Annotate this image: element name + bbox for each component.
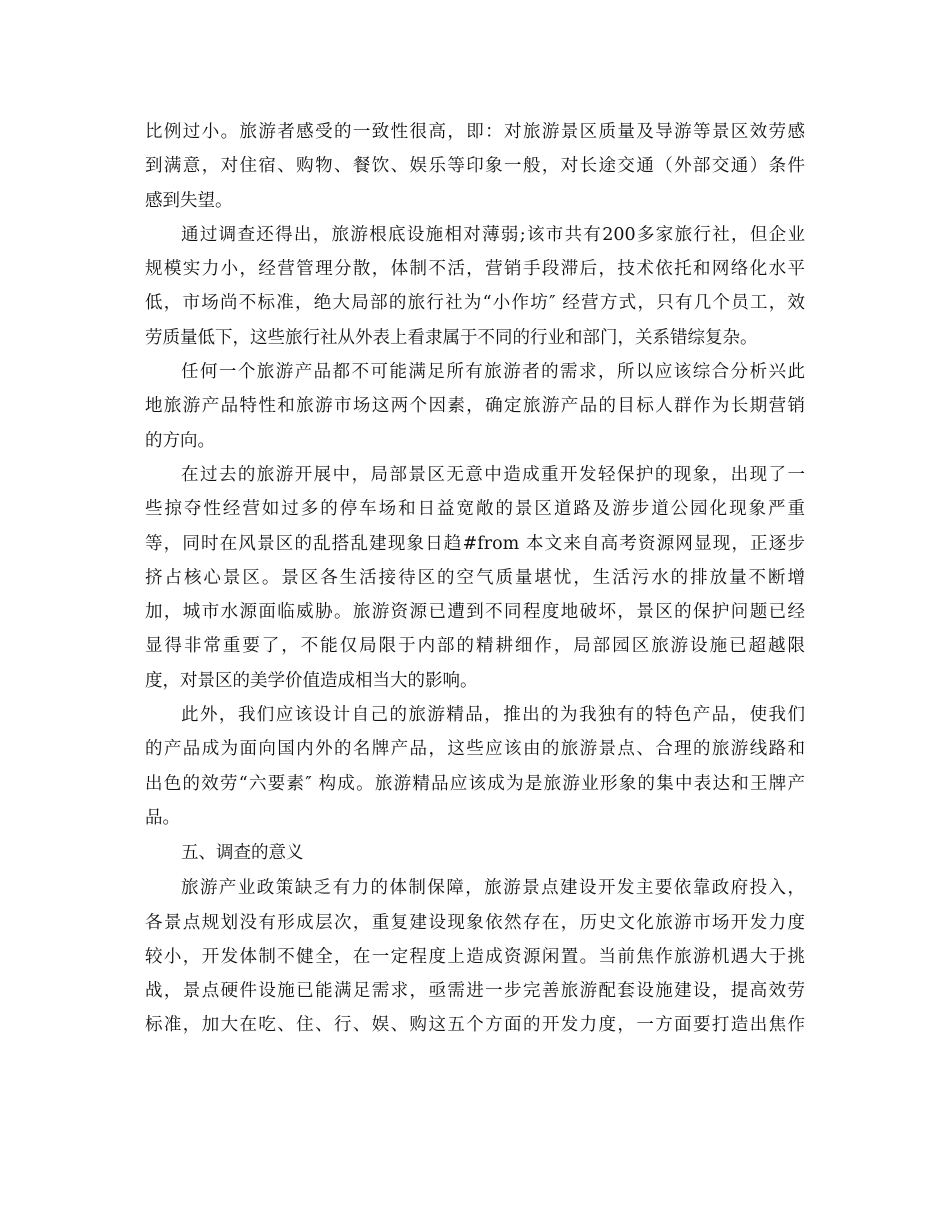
- text-line: 到满意，对住宿、购物、餐饮、娱乐等印象一般，对长途交通（外部交通）条件: [145, 156, 805, 177]
- text-line: 比例过小。旅游者感受的一致性很高，即：对旅游景区质量及导游等景区效劳感: [145, 122, 805, 142]
- text-line: 地旅游产品特性和旅游市场这两个因素，确定旅游产品的目标人群作为长期营销: [145, 396, 805, 417]
- text-line: 较小，开发体制不健全，在一定程度上造成资源闲置。当前焦作旅游机遇大于挑: [145, 946, 805, 967]
- text-line: 的方向。: [145, 430, 215, 451]
- section-heading: 五、调查的意义: [181, 843, 304, 864]
- text-line: 显得非常重要了，不能仅局限于内部的精耕细作，局部园区旅游设施已超越限: [145, 636, 805, 657]
- text-line: 加，城市水源面临威胁。旅游资源已遭到不同程度地破坏，景区的保护问题已经: [145, 602, 805, 623]
- text-line: 的产品成为面向国内外的名牌产品，这些应该由的旅游景点、合理的旅游线路和: [145, 739, 805, 760]
- text-line: 任何一个旅游产品都不可能满足所有旅游者的需求，所以应该综合分析兴此: [181, 362, 805, 383]
- text-line: 度，对景区的美学价值造成相当大的影响。: [145, 670, 478, 691]
- text-line: 各景点规划没有形成层次，重复建设现象依然存在，历史文化旅游市场开发力度: [145, 912, 805, 933]
- document-body: [145, 115, 805, 1043]
- text-line: 战，景点硬件设施已能满足需求，亟需进一步完善旅游配套设施建设，提高效劳: [145, 981, 805, 1002]
- text-line: 规模实力小，经营管理分散，体制不活，营销手段滞后，技术依托和网络化水平: [145, 259, 805, 280]
- text-line: 通过调查还得出，旅游根底设施相对薄弱;该市共有200多家旅行社，但企业: [181, 224, 805, 245]
- text-line: 在过去的旅游开展中，局部景区无意中造成重开发轻保护的现象，出现了一: [181, 464, 805, 485]
- text-line: 感到失望。: [145, 190, 233, 211]
- text-line: 低，市场尚不标准，绝大局部的旅行社为“小作坊″ 经营方式，只有几个员工，效: [145, 293, 805, 314]
- text-line: 此外，我们应该设计自己的旅游精品，推出的为我独有的特色产品，使我们: [181, 705, 805, 726]
- text-line: 标准，加大在吃、住、行、娱、购这五个方面的开发力度，一方面要打造出焦作: [145, 1015, 805, 1036]
- text-line: 等，同时在风景区的乱搭乱建现象日趋#from 本文来自高考资源网显现，正逐步: [145, 533, 805, 554]
- text-line: 品。: [145, 807, 180, 828]
- text-line: 劳质量低下，这些旅行社从外表上看隶属于不同的行业和部门，关系错综复杂。: [145, 327, 758, 348]
- text-line: 挤占核心景区。景区各生活接待区的空气质量堪忧，生活污水的排放量不断增: [145, 567, 805, 588]
- text-line: 出色的效劳“六要素″ 构成。旅游精品应该成为是旅游业形象的集中表达和王牌产: [145, 773, 805, 794]
- text-line: 旅游产业政策缺乏有力的体制保障，旅游景点建设开发主要依靠政府投入，: [181, 878, 805, 899]
- text-line: 些掠夺性经营如过多的停车场和日益宽敞的景区道路及游步道公园化现象严重: [145, 499, 805, 520]
